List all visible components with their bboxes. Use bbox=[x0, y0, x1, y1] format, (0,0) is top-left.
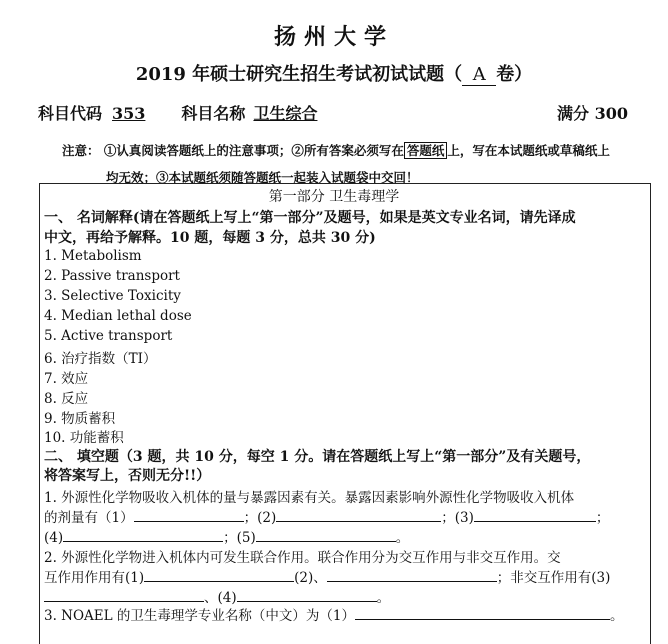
notice-line-1 bbox=[62, 141, 610, 159]
exam-title-prefix: 2019 年硕士研究生招生考试初试试题（ bbox=[135, 64, 463, 85]
q1-end: 。 bbox=[395, 530, 410, 546]
list-item: 7. 效应 bbox=[44, 371, 89, 387]
q1-sep: ； bbox=[595, 510, 610, 526]
section2-heading-line1: 二、 填空题（3 题，共 10 分，每空 1 分。请在答题纸上写上“第一部分”及有关题号， bbox=[44, 449, 591, 465]
q2-line3 bbox=[44, 586, 390, 606]
university-title: 扬州大学 bbox=[273, 24, 394, 50]
list-item: 6. 治疗指数（TI） bbox=[44, 351, 157, 367]
notice-item1: ①认真阅读答题纸上的注意事项；②所有答案必须写在 bbox=[103, 143, 404, 158]
q1-label-3: ；(3) bbox=[441, 510, 474, 526]
q2-end: 。 bbox=[376, 590, 391, 606]
notice-label: 注意： bbox=[62, 143, 100, 158]
list-item: 4. Median lethal dose bbox=[44, 308, 192, 324]
subject-code: 353 bbox=[112, 104, 146, 123]
q3-end: 。 bbox=[610, 608, 624, 624]
q1-blank-1 bbox=[134, 508, 244, 522]
section2-heading-line2: 将答案写上，否则无分!!） bbox=[44, 468, 211, 484]
q2-label-2: (2)、 bbox=[294, 570, 327, 586]
subject-name: 卫生综合 bbox=[253, 104, 318, 123]
q1-blank-4 bbox=[63, 528, 223, 542]
paper-type: A bbox=[462, 64, 496, 86]
q1-blank-5 bbox=[256, 528, 396, 542]
q1-blank-2 bbox=[276, 508, 441, 522]
list-item: 5. Active transport bbox=[44, 328, 173, 344]
q3-line1 bbox=[44, 604, 624, 624]
list-item: 8. 反应 bbox=[44, 391, 89, 407]
q2-line2 bbox=[44, 566, 610, 586]
full-score: 满分 300 bbox=[557, 104, 628, 123]
list-item: 2. Passive transport bbox=[44, 268, 180, 284]
section1-heading-line1: 一、 名词解释(请在答题纸上写上“第一部分”及题号，如果是英文专业名词，请先译成 bbox=[44, 210, 576, 226]
q2-prefix: 互作用作用有(1) bbox=[44, 570, 145, 586]
q2-blank-2 bbox=[327, 568, 497, 582]
q1-label-4: (4) bbox=[44, 530, 64, 546]
q1-line1: 1. 外源性化学物吸收入机体的量与暴露因素有关。暴露因素影响外源性化学物吸收入机体 bbox=[44, 490, 575, 506]
list-item: 3. Selective Toxicity bbox=[44, 288, 181, 304]
part-title: 第一部分 卫生毒理学 bbox=[268, 189, 400, 205]
subject-code-label: 科目代码 bbox=[38, 104, 103, 123]
q1-prefix: 的剂量有（1） bbox=[44, 510, 134, 526]
q1-blank-3 bbox=[474, 508, 596, 522]
q1-line3 bbox=[44, 526, 409, 546]
q1-label-2: ；(2) bbox=[243, 510, 277, 526]
answer-sheet-box: 答题纸 bbox=[404, 142, 448, 159]
list-item: 1. Metabolism bbox=[44, 248, 142, 264]
q2-label-3: ；非交互作用有(3) bbox=[496, 570, 611, 586]
q2-blank-1 bbox=[144, 568, 294, 582]
q1-line2 bbox=[44, 506, 609, 526]
subject-name-label: 科目名称 bbox=[181, 104, 246, 123]
q3-blank-1 bbox=[355, 606, 610, 620]
q1-label-5: ；(5) bbox=[223, 530, 256, 546]
q3-prefix: 3. NOAEL 的卫生毒理学专业名称（中文）为（1） bbox=[44, 608, 356, 624]
subject-meta bbox=[38, 101, 628, 124]
exam-title bbox=[0, 60, 668, 86]
list-item: 9. 物质蓄积 bbox=[44, 411, 116, 427]
q2-label-4: 、(4) bbox=[204, 590, 237, 606]
exam-title-suffix: 卷） bbox=[496, 64, 533, 85]
section1-heading-line2: 中文，再给予解释。10 题，每题 3 分，总共 30 分) bbox=[44, 230, 376, 246]
q2-line1: 2. 外源性化学物进入机体内可发生联合作用。联合作用分为交互作用与非交互作用。交 bbox=[44, 550, 561, 566]
list-item: 10. 功能蓄积 bbox=[44, 430, 124, 446]
notice-line-2: 均无效；③本试题纸须随答题纸一起装入试题袋中交回！ bbox=[106, 170, 419, 185]
notice-item1-tail: 上，写在本试题纸或草稿纸上 bbox=[447, 143, 610, 158]
q2-blank-3 bbox=[44, 588, 204, 602]
q2-blank-4 bbox=[237, 588, 377, 602]
